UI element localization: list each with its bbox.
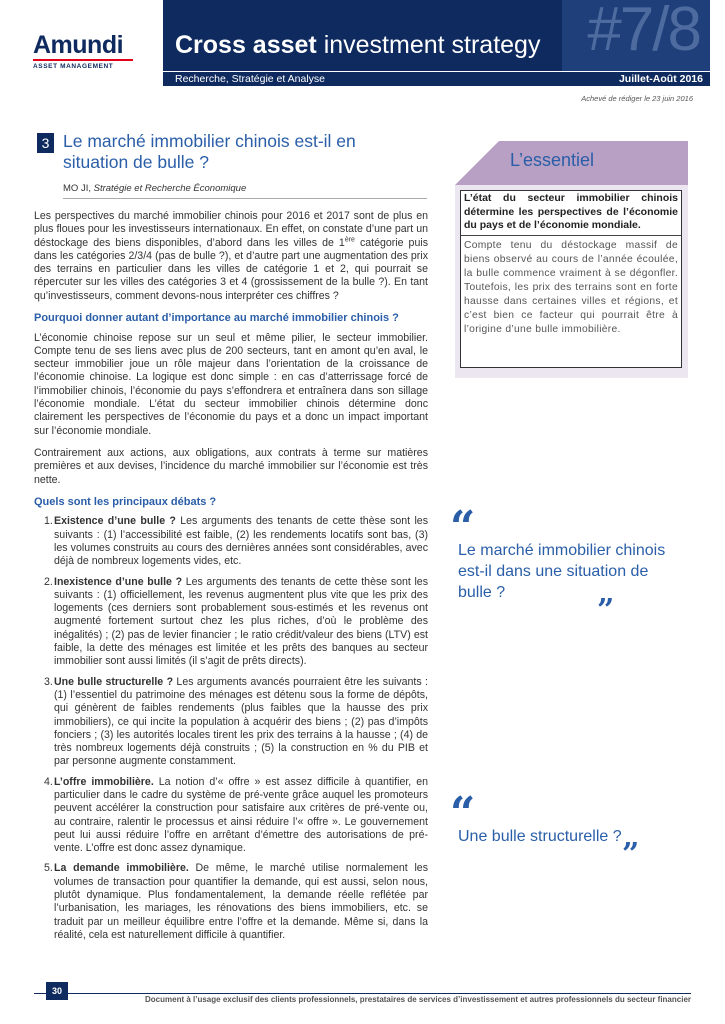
logo-subtitle: ASSET MANAGEMENT	[33, 59, 133, 70]
amundi-logo	[33, 32, 145, 70]
publication-title: Cross asset investment strategy	[175, 31, 541, 59]
paragraph-importance-2: Contrairement aux actions, aux obligations, aux contrats à terme sur matières premières et aux devises, l’incidence du marché immobilier sur l’économie est très nette.	[34, 446, 428, 486]
article-author: MO JI, Stratégie et Recherche Économique	[63, 183, 247, 194]
list-item: 3. Une bulle structurelle ? Les arguments avancés pourraient être les suivants : (1) l’essentiel du patrimoine des ménages est détenu sous la forme de dépôts, qui génèrent de faibles rendements (plus faibles que la hausse des prix immobiliers), ce qui incite la population à acquérir des biens ; (2) pas d’impôts fonciers ; (3) les autorités locales tirent les prix des terrains à la hausse ; (4) de très nombreux logements déjà construits ; (5) la construction en % du PIB et par personne augmente constamment.	[44, 675, 428, 768]
logo-wordmark: Amundi	[33, 31, 124, 59]
list-item: 1. Existence d’une bulle ? Les arguments des tenants de cette thèse sont les suivants : (1) l’accessibilité est faible, (2) les rendements locatifs sont bas, (3) les volumes construits au cours des dernières années sont considérables, avec déjà de nombreux logements vides, etc.	[44, 515, 428, 568]
issue-date: Juillet-Août 2016	[618, 73, 703, 85]
paragraph-importance-1: L’économie chinoise repose sur un seul et même pilier, le secteur immobilier. Compte tenu de ses liens avec plus de 200 secteurs, tant en amont qu’en aval, le secteur immobilier joue un rôle majeur dans l’orientation de la croissance de l’économie chinoise. La logique est donc simple : en cas d’atterrissage forcé de l’immobilier chinois, l’économie du pays s’effondrera et entraînera dans son sillage l’économie mondiale. L’état du secteur immobilier chinois détermine donc clairement les perspectives de l’économie du pays et a donc un impact important sur l’économie mondiale.	[34, 331, 428, 437]
heading-debates: Quels sont les principaux débats ?	[34, 495, 217, 508]
open-quote-icon: “	[450, 502, 476, 553]
close-quote-icon: ”	[622, 837, 640, 872]
page-number: 30	[46, 982, 68, 1000]
essentiel-key-point: L’état du secteur immobilier chinois détermine les perspectives de l’économie du pays et de l’économie mondiale.	[464, 192, 678, 231]
author-divider	[63, 198, 427, 199]
footer-rule	[34, 993, 691, 994]
essentiel-corner	[455, 141, 499, 185]
list-item: 4. L’offre immobilière. La notion d’« offre » est assez difficile à quantifier, en particulier dans le cadre du système de pré-vente grâce auquel les promoteurs peuvent accélérer la construction pour satisfaire aux critères de pré-vente ou, au contraire, ralentir le processus et ainsi réduire l’« offre ». Le gouvernement peut lui aussi réduire l’offre en arrêtant d’émettre des autorisations de pré-vente. L’offre est donc assez dynamique.	[44, 775, 429, 855]
article-number-badge: 3	[37, 133, 54, 153]
footer-disclaimer: Document à l’usage exclusif des clients professionnels, prestataires de services d’investissement et autres professionnels du secteur financier	[145, 995, 691, 1004]
essentiel-title: L’essentiel	[510, 150, 595, 170]
list-item: 2. Inexistence d’une bulle ? Les arguments des tenants de cette thèse sont les suivants : (1) officiellement, les revenus augmentent plus vite que les prix des logements (ces derniers sont probablement sous-estimés et les revenus ont augmenté fortement surtout chez les plus riches, d’où le problème des inégalités) ; (2) pas de levier financier ; le ratio crédit/valeur des biens (LTV) est faible, la dette des ménages est limitée et les prêts des banques au secteur immobilier sont aussi limités (il s’agit de prêts directs).	[44, 575, 428, 668]
essentiel-text: Compte tenu du déstockage massif de biens observé au cours de l’année écoulée, la bulle commence vraiment à se dégonfler. Toutefois, les prix des terrains sont en forte hausse dans certaines villes et régions, et c’est bien ce facteur qui pourrait être à l’origine d’une bulle immobilière.	[464, 239, 678, 335]
article-title: Le marché immobilier chinois est-il en situation de bulle ?	[63, 131, 356, 172]
author-role: Stratégie et Recherche Économique	[93, 183, 247, 194]
section-label: Recherche, Stratégie et Analyse	[175, 73, 326, 85]
debates-list	[34, 515, 428, 942]
open-quote-icon: “	[450, 788, 476, 839]
essentiel-content	[460, 190, 682, 368]
essentiel-divider	[461, 235, 681, 236]
pull-quote-1: Le marché immobilier chinois est-il dans une situation de bulle ?	[458, 542, 666, 601]
written-date: Achevé de rédiger le 23 juin 2016	[581, 94, 693, 103]
issue-number-block	[562, 0, 710, 71]
intro-paragraph: Les perspectives du marché immobilier chinois pour 2016 et 2017 sont de plus en plus floues pour les investisseurs internationaux. En effet, on constate d’une part un déstockage des biens disponibles, d’abord dans les villes de 1ère catégorie puis dans les catégories 2/3/4 (pas de bulle ?), et d’autre part une augmentation des prix des terrains en particulier dans les villes de catégorie 1 et 2, qui pourrait se répercuter sur les villes des catégories 3 et 4 (grossissement de la bulle ?). En tant qu’investisseurs, comment devons-nous interpréter ces chiffres ?	[34, 210, 428, 302]
list-item: 5. La demande immobilière. De même, le marché utilise normalement les volumes de transaction pour quantifier la demande, qui est aussi, selon nous, plutôt dynamique. Plus fondamentalement, la demande réelle reflétée par l’urbanisation, les mariages, les rénovations des biens immobiliers, etc. se traduit par un meilleur équilibre entre l’offre et la demande. Même si, dans la réalité, cela est naturellement difficile à quantifier.	[44, 862, 428, 941]
article-body	[34, 210, 428, 949]
issue-number: #7/8	[587, 0, 700, 64]
close-quote-icon: ”	[597, 593, 615, 628]
pull-quote-2: Une bulle structurelle ?	[458, 828, 622, 845]
heading-importance: Pourquoi donner autant d’importance au marché immobilier chinois ?	[34, 312, 399, 325]
